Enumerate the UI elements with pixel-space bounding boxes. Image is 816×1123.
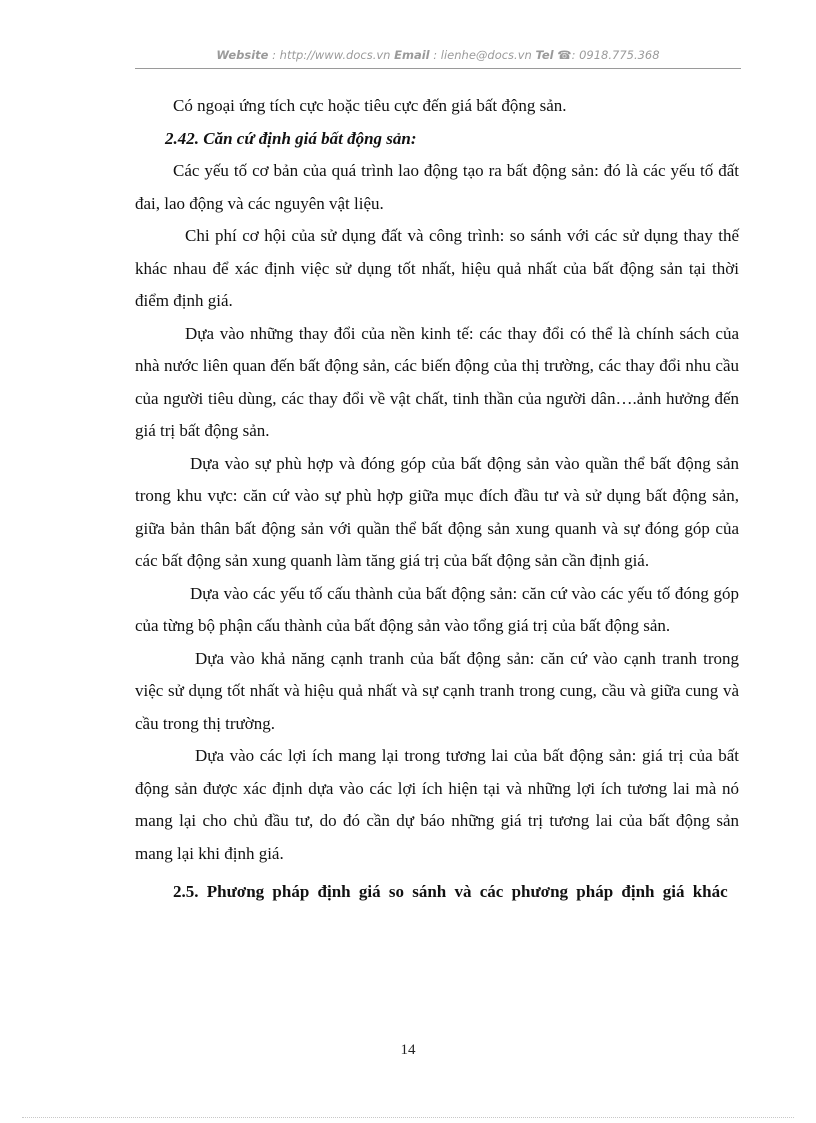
footer-divider	[22, 1117, 794, 1118]
email-value[interactable]: lienhe@docs.vn	[440, 48, 532, 62]
paragraph-components: Dựa vào các yếu tố cấu thành của bất động sản: căn cứ vào các yếu tố đóng góp của từng bộ phận cấu thành của bất động sản vào tổng giá trị của bất động sản.	[135, 583, 739, 635]
heading-2-42: 2.42. Căn cứ định giá bất động sản:	[165, 128, 417, 148]
email-separator: :	[429, 48, 441, 62]
paragraph-competition: Dựa vào khả năng cạnh tranh của bất động sản: căn cứ vào cạnh tranh trong việc sử dụng tốt nhất và hiệu quả nhất và sự cạnh tranh trong cung, cầu và giữa cung và cầu trong thị trường.	[135, 648, 739, 733]
tel-value: : 0918.775.368	[571, 48, 660, 62]
email-label: Email	[394, 48, 430, 62]
paragraph-opportunity-cost: Chi phí cơ hội của sử dụng đất và công trình: so sánh với các sử dụng thay thế khác nhau để xác định việc sử dụng tốt nhất, hiệu quả nhất của bất động sản tại thời điểm định giá.	[135, 226, 739, 310]
phone-icon: ☎	[557, 48, 572, 62]
paragraph-economic-changes: Dựa vào những thay đổi của nền kinh tế: các thay đổi có thể là chính sách của nhà nước liên quan đến bất động sản, các biến động của thị trường, các thay đổi nhu cầu của người tiêu dùng, các thay đổi về vật chất, tinh thần của người dân….ảnh hưởng đến giá trị bất động sản.	[135, 323, 739, 440]
website-url[interactable]: http://www.docs.vn	[279, 48, 391, 62]
heading-2-5: 2.5. Phương pháp định giá so sánh và các phương pháp định giá khác	[173, 882, 728, 901]
page-header	[135, 46, 741, 69]
paragraph-basic-factors: Các yếu tố cơ bản của quá trình lao động tạo ra bất động sản: đó là các yếu tố đất đai, lao động và các nguyên vật liệu.	[135, 161, 739, 213]
website-label: Website	[216, 48, 269, 62]
website-separator: :	[268, 48, 280, 62]
paragraph-future-benefits: Dựa vào các lợi ích mang lại trong tương lai của bất động sản: giá trị của bất động sản được xác định dựa vào các lợi ích hiện tại và những lợi ích tương lai mà nó mang lại cho chủ đầu tư, do đó cần dự báo những giá trị tương lai của bất động sản mang lại khi định giá.	[135, 746, 739, 863]
document-body	[135, 90, 739, 909]
paragraph-conformity: Dựa vào sự phù hợp và đóng góp của bất động sản vào quần thể bất động sản trong khu vực: căn cứ vào sự phù hợp giữa mục đích đầu tư và sử dụng bất động sản, giữa bản thân bất động sản với quần thể bất động sản xung quanh và sự đóng góp của các bất động sản xung quanh làm tăng giá trị của bất động sản cần định giá.	[135, 453, 739, 570]
paragraph-externality: Có ngoại ứng tích cực hoặc tiêu cực đến giá bất động sản.	[173, 96, 567, 115]
tel-label: Tel	[535, 48, 554, 62]
page-number: 14	[400, 1042, 416, 1058]
